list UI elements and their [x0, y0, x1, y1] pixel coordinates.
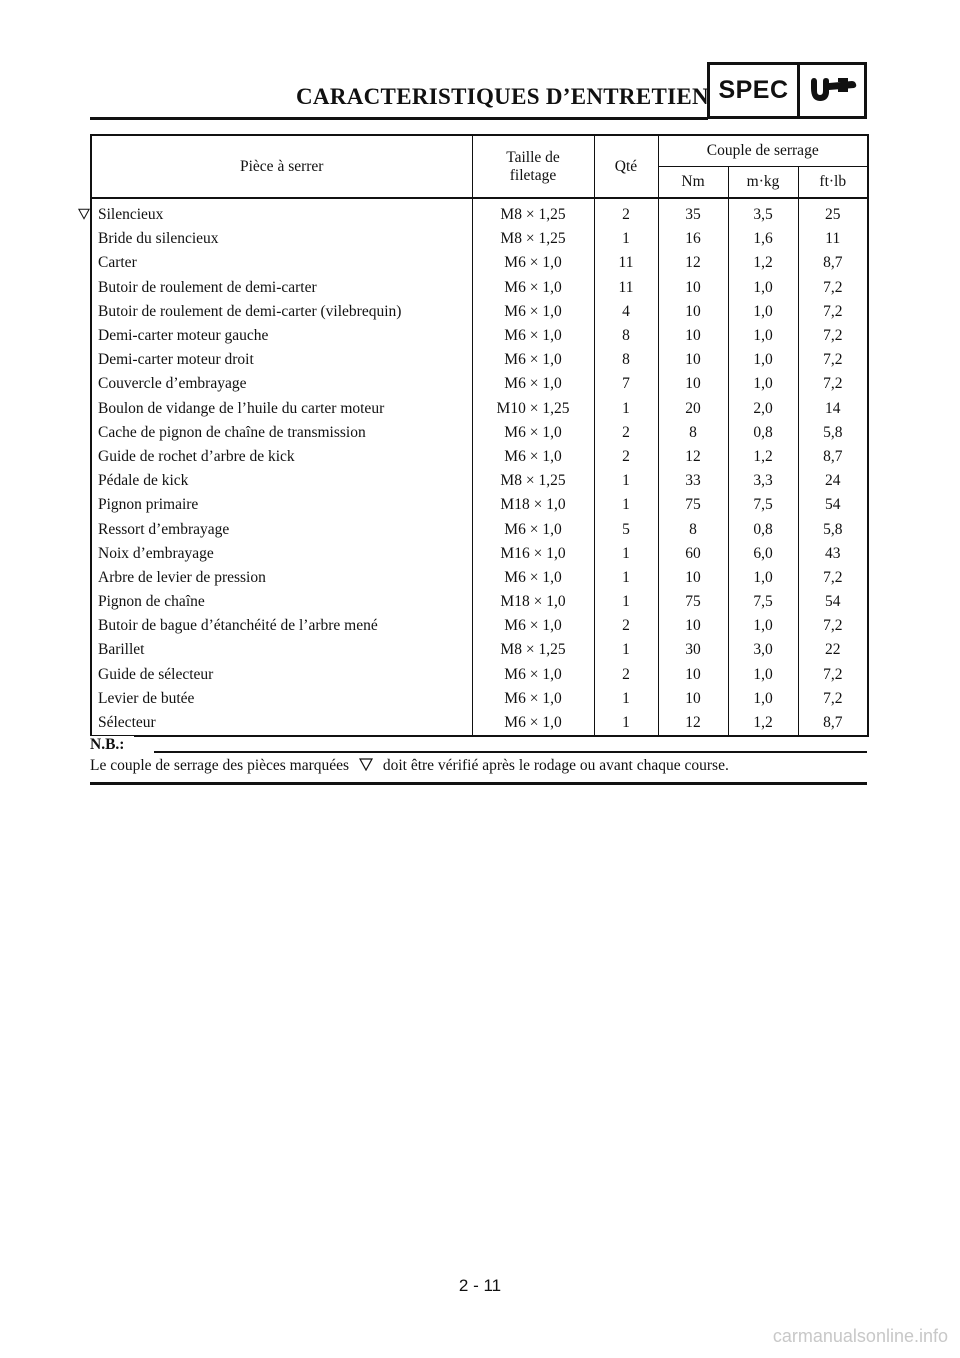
cell-ftlb: 11 [798, 227, 868, 251]
table-row [91, 421, 868, 445]
cell-nm: 10 [658, 276, 728, 300]
cell-ftlb: 7,2 [798, 372, 868, 396]
torque-table-wrap [90, 134, 867, 737]
header-thread-line2: filetage [509, 166, 557, 184]
cell-nm: 75 [658, 590, 728, 614]
spec-badge-label: SPEC [710, 65, 800, 116]
cell-mkg: 3,5 [728, 198, 798, 227]
cell-piece: Demi-carter moteur gauche [91, 324, 472, 348]
cell-piece: Butoir de roulement de demi-carter (vilebrequin) [91, 300, 472, 324]
cell-nm: 30 [658, 638, 728, 662]
cell-nm: 75 [658, 493, 728, 517]
note-rule-bottom [90, 782, 867, 785]
cell-piece: Ressort d’embrayage [91, 517, 472, 541]
cell-ftlb: 5,8 [798, 517, 868, 541]
watermark: carmanualsonline.info [772, 1326, 948, 1346]
header-thread [472, 135, 594, 198]
cell-mkg: 1,0 [728, 324, 798, 348]
cell-nm: 10 [658, 324, 728, 348]
cell-mkg: 1,0 [728, 566, 798, 590]
cell-qty: 1 [594, 397, 658, 421]
piece-label: Silencieux [98, 206, 164, 224]
cell-nm: 10 [658, 663, 728, 687]
note-text [90, 757, 867, 775]
cell-piece: Pédale de kick [91, 469, 472, 493]
cell-ftlb: 43 [798, 542, 868, 566]
cell-ftlb: 24 [798, 469, 868, 493]
cell-nm: 10 [658, 372, 728, 396]
cell-nm: 10 [658, 348, 728, 372]
cell-piece: Pignon de chaîne [91, 590, 472, 614]
table-row [91, 397, 868, 421]
note-label: N.B.: [90, 736, 134, 754]
cell-nm: 10 [658, 614, 728, 638]
page-title: CARACTERISTIQUES D’ENTRETIEN [296, 84, 709, 109]
cell-piece: Levier de butée [91, 687, 472, 711]
cell-nm: 35 [658, 198, 728, 227]
cell-mkg: 7,5 [728, 590, 798, 614]
cell-ftlb: 7,2 [798, 276, 868, 300]
torque-table [90, 134, 869, 737]
cell-qty: 4 [594, 300, 658, 324]
cell-mkg: 0,8 [728, 421, 798, 445]
note-rule-top [154, 751, 867, 753]
cell-nm: 33 [658, 469, 728, 493]
cell-piece [91, 198, 472, 227]
cell-piece: Guide de rochet d’arbre de kick [91, 445, 472, 469]
cell-qty: 2 [594, 445, 658, 469]
cell-piece: Butoir de bague d’étanchéité de l’arbre mené [91, 614, 472, 638]
cell-ftlb: 7,2 [798, 566, 868, 590]
cell-qty: 5 [594, 517, 658, 541]
cell-thread: M10 × 1,25 [472, 397, 594, 421]
cell-mkg: 1,0 [728, 614, 798, 638]
table-row [91, 324, 868, 348]
cell-mkg: 1,0 [728, 276, 798, 300]
cell-nm: 10 [658, 566, 728, 590]
cell-mkg: 1,0 [728, 348, 798, 372]
cell-qty: 2 [594, 614, 658, 638]
header-nm: Nm [658, 167, 728, 199]
cell-mkg: 1,0 [728, 300, 798, 324]
cell-piece: Bride du silencieux [91, 227, 472, 251]
cell-piece: Sélecteur [91, 711, 472, 736]
cell-piece: Barillet [91, 638, 472, 662]
triangle-outline-icon [78, 208, 90, 220]
cell-nm: 10 [658, 687, 728, 711]
cell-mkg: 6,0 [728, 542, 798, 566]
cell-thread: M6 × 1,0 [472, 517, 594, 541]
cell-piece: Demi-carter moteur droit [91, 348, 472, 372]
cell-qty: 1 [594, 711, 658, 736]
cell-thread: M18 × 1,0 [472, 493, 594, 517]
cell-ftlb: 14 [798, 397, 868, 421]
header-torque: Couple de serrage [658, 135, 868, 167]
cell-piece: Arbre de levier de pression [91, 566, 472, 590]
cell-thread: M6 × 1,0 [472, 687, 594, 711]
table-row [91, 566, 868, 590]
cell-thread: M6 × 1,0 [472, 251, 594, 275]
cell-thread: M8 × 1,25 [472, 198, 594, 227]
cell-thread: M6 × 1,0 [472, 421, 594, 445]
table-row [91, 590, 868, 614]
cell-piece: Boulon de vidange de l’huile du carter moteur [91, 397, 472, 421]
header-qty: Qté [594, 135, 658, 198]
table-row [91, 614, 868, 638]
header-piece: Pièce à serrer [91, 135, 472, 198]
table-row [91, 638, 868, 662]
table-row [91, 711, 868, 736]
cell-qty: 8 [594, 348, 658, 372]
note-text-before: Le couple de serrage des pièces marquées [90, 757, 350, 774]
header-thread-line1: Taille de [506, 148, 560, 166]
cell-qty: 1 [594, 469, 658, 493]
cell-piece: Carter [91, 251, 472, 275]
cell-nm: 8 [658, 517, 728, 541]
cell-qty: 11 [594, 276, 658, 300]
cell-piece: Butoir de roulement de demi-carter [91, 276, 472, 300]
cell-qty: 8 [594, 324, 658, 348]
cell-mkg: 1,0 [728, 372, 798, 396]
cell-thread: M6 × 1,0 [472, 324, 594, 348]
cell-ftlb: 54 [798, 590, 868, 614]
cell-ftlb: 7,2 [798, 687, 868, 711]
table-row [91, 300, 868, 324]
cell-thread: M6 × 1,0 [472, 614, 594, 638]
cell-ftlb: 7,2 [798, 324, 868, 348]
table-row [91, 517, 868, 541]
cell-thread: M6 × 1,0 [472, 372, 594, 396]
cell-piece: Noix d’embrayage [91, 542, 472, 566]
table-row [91, 372, 868, 396]
table-row [91, 493, 868, 517]
cell-qty: 1 [594, 687, 658, 711]
cell-mkg: 3,0 [728, 638, 798, 662]
header-ftlb: ft·lb [798, 167, 868, 199]
cell-qty: 11 [594, 251, 658, 275]
spec-badge [707, 62, 867, 119]
cell-qty: 2 [594, 421, 658, 445]
cell-qty: 7 [594, 372, 658, 396]
cell-piece: Pignon primaire [91, 493, 472, 517]
cell-nm: 12 [658, 445, 728, 469]
cell-mkg: 1,2 [728, 711, 798, 736]
triangle-outline-icon [359, 758, 373, 771]
cell-thread: M8 × 1,25 [472, 638, 594, 662]
cell-qty: 1 [594, 590, 658, 614]
cell-qty: 1 [594, 493, 658, 517]
cell-nm: 12 [658, 251, 728, 275]
cell-thread: M6 × 1,0 [472, 300, 594, 324]
cell-thread: M8 × 1,25 [472, 469, 594, 493]
cell-ftlb: 25 [798, 198, 868, 227]
table-row [91, 542, 868, 566]
cell-thread: M6 × 1,0 [472, 663, 594, 687]
cell-piece: Guide de sélecteur [91, 663, 472, 687]
cell-piece: Couvercle d’embrayage [91, 372, 472, 396]
cell-thread: M6 × 1,0 [472, 348, 594, 372]
cell-thread: M16 × 1,0 [472, 542, 594, 566]
page-number: 2 - 11 [458, 1276, 502, 1295]
cell-ftlb: 7,2 [798, 300, 868, 324]
wrench-icon [800, 65, 864, 116]
header-rule [90, 117, 708, 120]
cell-mkg: 1,6 [728, 227, 798, 251]
header-mkg: m·kg [728, 167, 798, 199]
cell-thread: M6 × 1,0 [472, 566, 594, 590]
cell-mkg: 2,0 [728, 397, 798, 421]
cell-thread: M18 × 1,0 [472, 590, 594, 614]
cell-thread: M6 × 1,0 [472, 276, 594, 300]
cell-qty: 1 [594, 542, 658, 566]
cell-thread: M6 × 1,0 [472, 711, 594, 736]
table-row [91, 227, 868, 251]
cell-qty: 1 [594, 638, 658, 662]
cell-nm: 60 [658, 542, 728, 566]
cell-mkg: 1,2 [728, 251, 798, 275]
table-row [91, 198, 868, 227]
cell-ftlb: 54 [798, 493, 868, 517]
cell-qty: 2 [594, 663, 658, 687]
cell-ftlb: 7,2 [798, 348, 868, 372]
cell-mkg: 0,8 [728, 517, 798, 541]
cell-ftlb: 22 [798, 638, 868, 662]
cell-nm: 20 [658, 397, 728, 421]
cell-qty: 1 [594, 566, 658, 590]
table-row [91, 445, 868, 469]
table-row [91, 687, 868, 711]
cell-thread: M8 × 1,25 [472, 227, 594, 251]
cell-ftlb: 8,7 [798, 711, 868, 736]
cell-nm: 8 [658, 421, 728, 445]
cell-ftlb: 7,2 [798, 614, 868, 638]
cell-nm: 16 [658, 227, 728, 251]
cell-ftlb: 7,2 [798, 663, 868, 687]
cell-ftlb: 8,7 [798, 445, 868, 469]
cell-piece: Cache de pignon de chaîne de transmission [91, 421, 472, 445]
table-row [91, 251, 868, 275]
table-row [91, 469, 868, 493]
cell-thread: M6 × 1,0 [472, 445, 594, 469]
cell-ftlb: 8,7 [798, 251, 868, 275]
cell-qty: 1 [594, 227, 658, 251]
cell-mkg: 7,5 [728, 493, 798, 517]
cell-nm: 12 [658, 711, 728, 736]
cell-qty: 2 [594, 198, 658, 227]
note-block [90, 736, 867, 775]
cell-nm: 10 [658, 300, 728, 324]
cell-mkg: 3,3 [728, 469, 798, 493]
cell-mkg: 1,0 [728, 663, 798, 687]
torque-table-body [91, 198, 868, 736]
table-row [91, 276, 868, 300]
cell-ftlb: 5,8 [798, 421, 868, 445]
table-row [91, 348, 868, 372]
cell-mkg: 1,2 [728, 445, 798, 469]
cell-mkg: 1,0 [728, 687, 798, 711]
note-text-after: doit être vérifié après le rodage ou avant chaque course. [382, 757, 729, 774]
table-row [91, 663, 868, 687]
